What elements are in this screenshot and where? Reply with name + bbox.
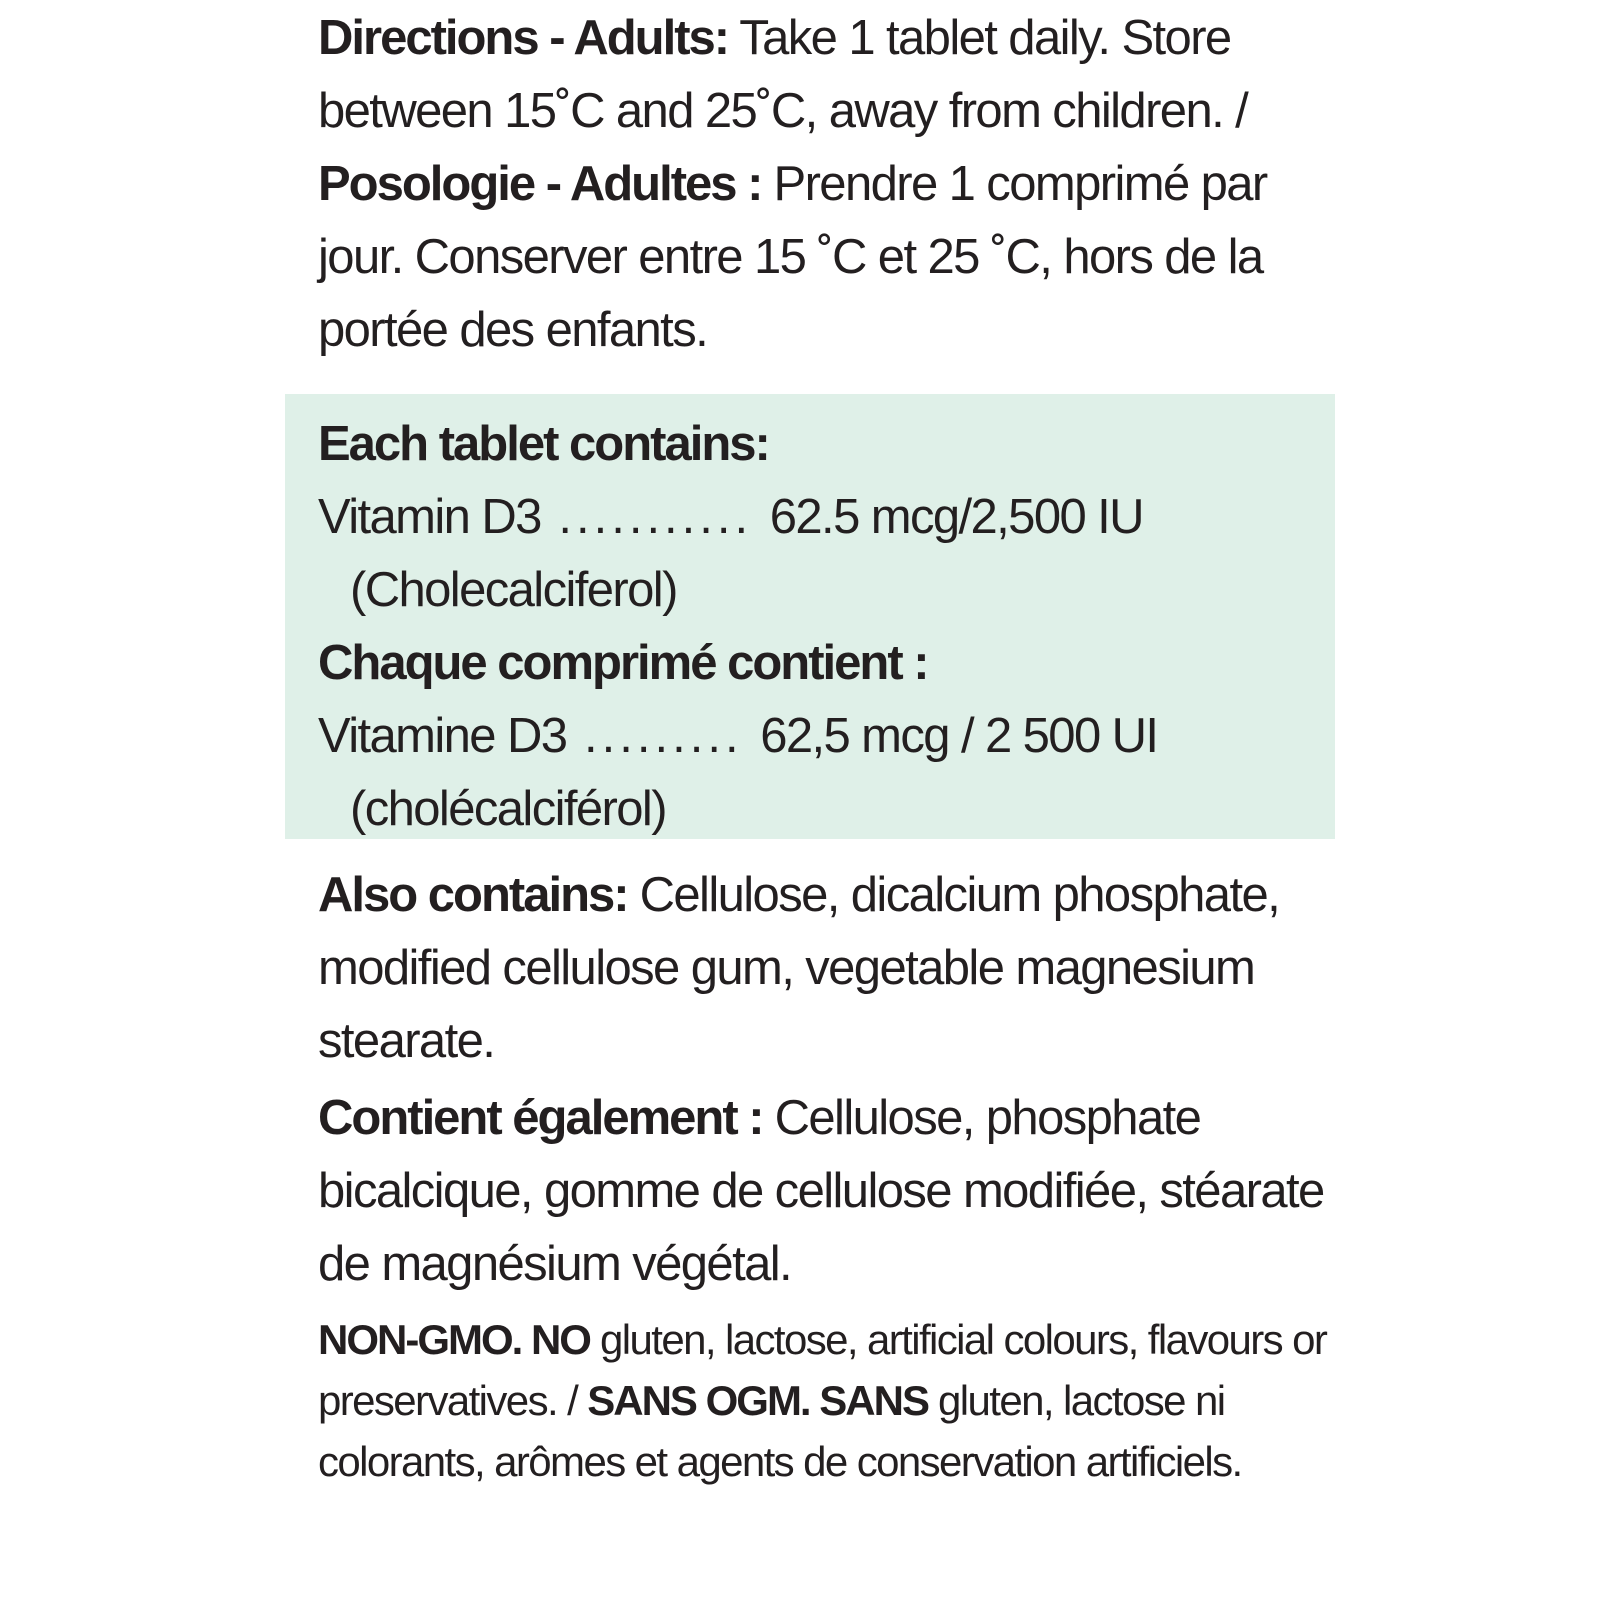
directions-en-label: Directions - Adults: [318, 11, 729, 65]
directions-en-text: Take 1 tablet daily. Store between 15˚C and 25˚C, away from children. / [318, 11, 1248, 138]
ingredient-sub-en: (Cholecalciferol) [350, 563, 677, 617]
contient-egalement-label: Contient également : [318, 1091, 763, 1145]
also-contains-paragraph [285, 859, 1335, 1078]
ingredient-name-en: Vitamin D3 [318, 490, 541, 544]
leader-dots-en: ........... [540, 490, 770, 544]
ingredient-sub-fr: (cholécalciférol) [350, 782, 666, 836]
also-contains-text: Cellulose, dicalcium phosphate, modified cellulose gum, vegetable magnesium stearate. [318, 868, 1280, 1068]
directions-fr-text: Prendre 1 comprimé par jour. Conserver entre 15 ˚C et 25 ˚C, hors de la portée des enfants. [318, 157, 1267, 357]
claims-en-bold: NON-GMO. NO [318, 1316, 590, 1363]
claims-en-text: gluten, lactose, artificial colours, flavours or preservatives. / [318, 1316, 1327, 1424]
product-label [285, 0, 1335, 1492]
each-tablet-heading: Each tablet contains: [318, 417, 769, 471]
claims-paragraph [285, 1309, 1335, 1492]
leader-dots-fr: ......... [566, 709, 761, 763]
ingredient-amount-fr: 62,5 mcg / 2 500 UI [760, 709, 1158, 763]
also-contains-label: Also contains: [318, 868, 628, 922]
ingredient-name-fr: Vitamine D3 [318, 709, 567, 763]
ingredient-row-fr [318, 700, 1315, 773]
claims-fr-text: gluten, lactose ni colorants, arômes et agents de conservation artificiels. [318, 1377, 1242, 1485]
ingredient-row-en [318, 481, 1315, 554]
claims-fr-bold: SANS OGM. SANS [587, 1377, 928, 1424]
contient-egalement-text: Cellulose, phosphate bicalcique, gomme de cellulose modifiée, stéarate de magnésium végétal. [318, 1091, 1324, 1291]
chaque-comprime-heading: Chaque comprimé contient : [318, 636, 928, 690]
contient-egalement-paragraph [285, 1082, 1335, 1301]
ingredients-box [285, 394, 1335, 839]
directions-paragraph [285, 0, 1335, 367]
ingredient-amount-en: 62.5 mcg/2,500 IU [769, 490, 1143, 544]
directions-fr-label: Posologie - Adultes : [318, 157, 762, 211]
